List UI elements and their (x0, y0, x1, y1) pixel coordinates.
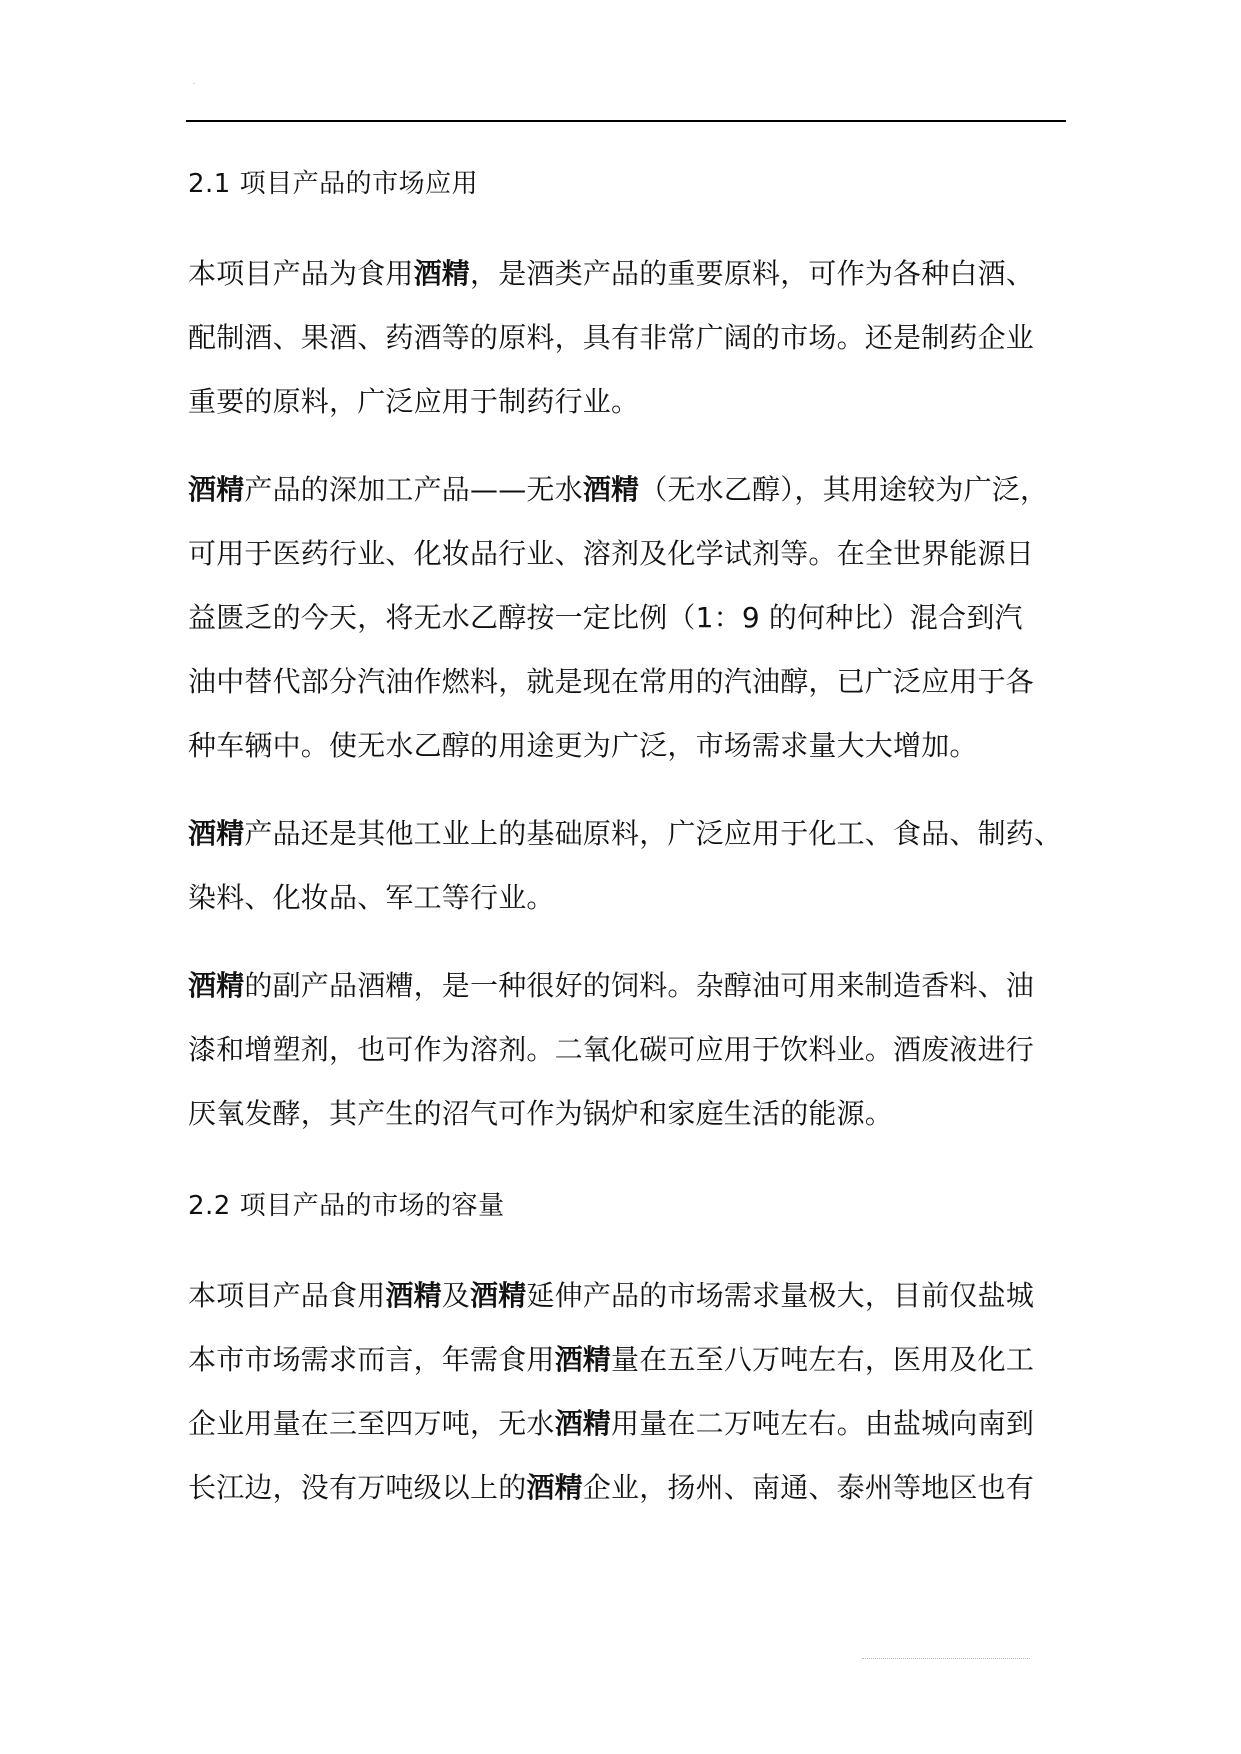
bold-keyword: 酒精 (413, 257, 471, 290)
paragraph-line: 漆和增塑剂，也可作为溶剂。二氧化碳可应用于饮料业。酒废液进行 (188, 1033, 1035, 1066)
bold-keyword: 酒精 (582, 473, 640, 506)
bold-keyword: 酒精 (470, 1279, 527, 1312)
paragraph-line: 酒精产品的深加工产品——无水酒精（无水乙醇），其用途较为广泛， (188, 473, 1049, 506)
paragraph-line: 油中替代部分汽油作燃料，就是现在常用的汽油醇，已广泛应用于各 (188, 665, 1035, 698)
footer-dotted-line (862, 1658, 1030, 1659)
paragraph-line: 染料、化妆品、军工等行业。 (188, 881, 555, 914)
paragraph-line: 厌氧发酵，其产生的沼气可作为锅炉和家庭生活的能源。 (188, 1097, 894, 1130)
bold-keyword: 酒精 (526, 1471, 583, 1504)
paragraph-line: 企业用量在三至四万吨，无水酒精用量在二万吨左右。由盐城向南到 (188, 1407, 1035, 1440)
section-heading-2-2: 2.2 项目产品的市场的容量 (188, 1191, 505, 1221)
paragraph-line: 可用于医药行业、化妆品行业、溶剂及化学试剂等。在全世界能源日 (188, 537, 1035, 570)
paragraph-line: 酒精的副产品酒糟，是一种很好的饲料。杂醇油可用来制造香料、油 (188, 969, 1035, 1002)
paragraph-line: 重要的原料，广泛应用于制药行业。 (188, 385, 640, 418)
bold-keyword: 酒精 (188, 473, 245, 506)
paragraph-line: 本项目产品食用酒精及酒精延伸产品的市场需求量极大，目前仅盐城 (188, 1279, 1035, 1312)
paragraph-line: 长江边，没有万吨级以上的酒精企业，扬州、南通、泰州等地区也有 (188, 1471, 1035, 1504)
paragraph-line: 本项目产品为食用酒精，是酒类产品的重要原料，可作为各种白酒、 (188, 257, 1035, 290)
bold-keyword: 酒精 (188, 969, 245, 1002)
paragraph-line: 配制酒、果酒、药酒等的原料，具有非常广阔的市场。还是制药企业 (188, 321, 1035, 354)
bold-keyword: 酒精 (554, 1343, 612, 1376)
paragraph-line: 本市市场需求而言，年需食用酒精量在五至八万吨左右，医用及化工 (188, 1343, 1035, 1376)
paragraph-line: 酒精产品还是其他工业上的基础原料，广泛应用于化工、食品、制药、 (188, 817, 1063, 850)
header-rule (186, 120, 1066, 122)
bold-keyword: 酒精 (554, 1407, 612, 1440)
bold-keyword: 酒精 (385, 1279, 442, 1312)
paragraph-line: 益匮乏的今天，将无水乙醇按一定比例（1：9 的何种比）混合到汽 (188, 601, 1023, 634)
bold-keyword: 酒精 (188, 817, 245, 850)
paragraph-line: 种车辆中。使无水乙醇的用途更为广泛，市场需求量大大增加。 (188, 729, 978, 762)
header-mark: - (193, 80, 196, 87)
section-heading-2-1: 2.1 项目产品的市场应用 (188, 169, 479, 199)
